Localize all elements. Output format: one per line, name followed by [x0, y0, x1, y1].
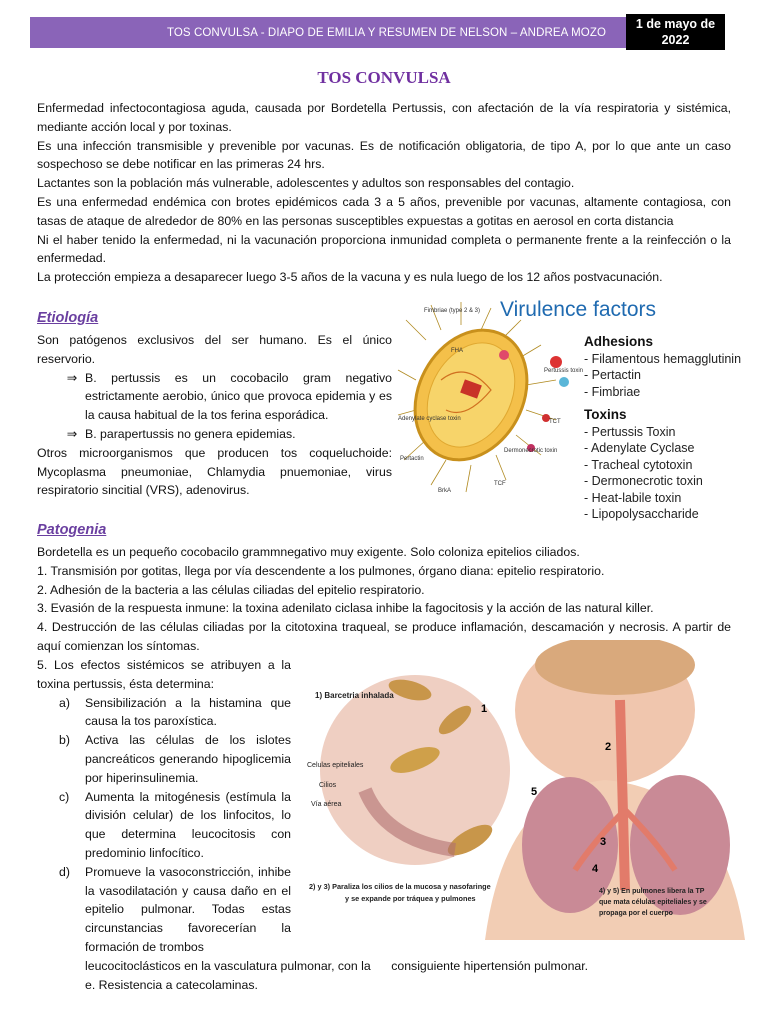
page-title: TOS CONVULSA	[317, 68, 451, 87]
patogenia-line: 1. Transmisión por gotitas, llega por vía descendente a los pulmones, órgano diana: epitelio respiratorio.	[37, 563, 605, 578]
etiologia-p2: Otros microorganismos que producen tos coqueluchoide: Mycoplasma pneumoniae, Chlamydia pnuemoniae, virus respiratorio sincitial (VRS), adenovirus.	[37, 445, 392, 498]
list-item: - Dermonecrotic toxin	[584, 474, 703, 488]
diagram-label: BrkA	[438, 488, 452, 494]
patogenia-line: 4. Destrucción de las células ciliadas por la citotoxina traqueal, se produce inflamación, descamación y necrosis. A partir de aquí comienzan los síntomas.	[37, 620, 731, 653]
intro-paragraph: Enfermedad infectocontagiosa aguda, causada por Bordetella Pertussis, con afectación de la vía respiratoria y sistémica, mediante acción local y por toxinas.	[37, 101, 731, 134]
sub-item: c) Aumenta la mitogénesis (estímula la división celular) de los linfocitos, lo que determina leucocitosis con predominio linfocítico.	[59, 789, 291, 860]
arrow-icon: ⇒	[66, 370, 77, 385]
diagram-label: Pertactin	[400, 456, 424, 462]
etiologia-heading: Etiología	[37, 310, 99, 326]
date-line-2: 2022	[661, 33, 690, 47]
sub-item: b) Activa las células de los islotes pancreáticos generando hipoglicemia por hiperinsulinemia.	[59, 733, 291, 785]
running-header	[30, 17, 626, 48]
date-line-1: 1 de mayo de	[635, 17, 716, 31]
step-number: 5	[531, 786, 538, 798]
bacterium-diagram	[396, 300, 586, 500]
etiologia-p1: Son patógenos exclusivos del ser humano. Es el único reservorio.	[37, 333, 392, 366]
patogenia-section	[37, 543, 731, 656]
intro-paragraph: La protección empieza a desaparecer luego 3-5 años de la vacuna y es nula luego de los 12 años postvacunación.	[37, 270, 663, 285]
adhesions-list	[584, 334, 741, 400]
virulence-title: Virulence factors	[500, 298, 657, 321]
date-box	[626, 14, 725, 50]
bullet-item	[37, 369, 392, 425]
sub-item: a) Sensibilización a la histamina que causa la tos paroxística.	[59, 695, 291, 729]
running-title: TOS CONVULSA - DIAPO DE EMILIA Y RESUMEN DE NELSON – ANDREA MOZO	[166, 26, 606, 39]
diagram-label: Fimbriae (type 2 & 3)	[424, 308, 481, 314]
list-item: - Fimbriae	[584, 384, 641, 399]
diagram-label: Pertussis toxin	[544, 368, 584, 374]
diagram-label: FHA	[451, 348, 463, 354]
bullet-text: B. pertussis es un cocobacilo gram negativo estrictamente aerobio, único que provoca epidemia y es la causa habitual de la tos ferina esporádica.	[85, 370, 392, 423]
patogenia-line: 3. Evasión de la respuesta inmune: la toxina adenilato ciclasa inhibe la fagocitosis y la acción de las natural killer.	[37, 601, 654, 616]
patogenia-line: Bordetella es un pequeño cocobacilo grammnegativo muy exigente. Solo coloniza epitelios ciliados.	[37, 545, 580, 559]
step-number: 1	[481, 703, 488, 715]
list-item: - Tracheal cytotoxin	[584, 457, 693, 472]
patogenia-heading: Patogenia	[37, 522, 107, 538]
list-item: - Filamentous hemagglutinin	[584, 351, 742, 366]
bullet-text: B. parapertussis no genera epidemias.	[85, 426, 296, 441]
sub-item: d) Promueve la vasoconstricción, inhibe la vasodilatación y causa daño en el epitelio pulmonar. Todas estas circunstancias favorecerían la formación de trombos	[59, 864, 291, 954]
list-item: - Pertactin	[584, 368, 641, 382]
intro-paragraph: Es una infección transmisible y prevenible por vacunas. Es de notificación obligatoria, de tipo A, por lo que ante un caso sospechoso se debe notificar en las primeras 24 hrs.	[37, 138, 731, 172]
illustration-label: 1) Barcetria inhalada	[315, 691, 394, 700]
patogenia-line: 2. Adhesión de la bacteria a las células ciliadas del epitelio respiratorio.	[37, 582, 425, 597]
caption-45: 4) y 5) En pulmones libera la TP	[599, 888, 705, 895]
illustration-label: Celulas epiteliales	[307, 762, 364, 769]
list-item: - Lipopolysaccharide	[584, 507, 699, 521]
diagram-label: Adenylate cyclase toxin	[398, 416, 461, 422]
patogenia-continuation	[85, 957, 705, 995]
pathogenesis-illustration	[305, 640, 748, 940]
continuation-text: leucocitoclásticos en la vasculatura pulmonar, con la consiguiente hipertensión pulmonar.	[85, 959, 589, 973]
toxins-heading: Toxins	[584, 407, 627, 422]
patogenia-item5	[37, 656, 291, 957]
diagram-label: TCT	[549, 419, 561, 425]
toxins-list	[584, 407, 703, 523]
item5-text: 5. Los efectos sistémicos se atribuyen a la toxina pertussis, ésta determina:	[37, 658, 291, 691]
bullet-item	[37, 425, 392, 444]
illustration-label: Cilios	[319, 782, 337, 789]
step-number: 2	[605, 741, 612, 753]
caption-23: y se expande por tráquea y pulmones	[345, 894, 476, 903]
arrow-icon: ⇒	[66, 426, 77, 441]
caption-45: propaga por el cuerpo	[599, 910, 673, 917]
step-number: 3	[600, 836, 607, 848]
intro-paragraph: Lactantes son la población más vulnerable, adolescentes y adultos son responsables del contagio.	[37, 176, 575, 191]
intro-paragraph: Ni el haber tenido la enfermedad, ni la vacunación proporciona inmunidad completa o permanente frente a la reinfección o la enfermedad.	[37, 232, 731, 266]
caption-23: 2) y 3) Paraliza los cilios de la mucosa y nasofaringe	[309, 882, 491, 891]
etiologia-section	[37, 331, 392, 500]
caption-45: que mata células epiteliales y se	[599, 899, 707, 906]
intro-paragraph: Es una enfermedad endémica con brotes epidémicos cada 3 a 5 años, prevenible por vacunas, altamente contagiosa, con tasas de ataque de alrededor de 80% en las personas susceptibles expuestas a gotitas en aerosol en corta distancia	[37, 194, 731, 228]
diagram-label: TCF	[494, 481, 506, 487]
list-item: - Pertussis Toxin	[584, 424, 676, 439]
illustration-label: Vía aérea	[311, 801, 342, 808]
list-item: - Heat-labile toxin	[584, 490, 682, 505]
item-e-text: e. Resistencia a catecolaminas.	[85, 977, 258, 992]
adhesions-heading: Adhesions	[584, 334, 654, 349]
step-number: 4	[592, 863, 599, 875]
list-item: - Adenylate Cyclase	[584, 441, 695, 455]
intro-section	[37, 99, 731, 287]
diagram-label: Dermonecrotic toxin	[504, 448, 558, 454]
